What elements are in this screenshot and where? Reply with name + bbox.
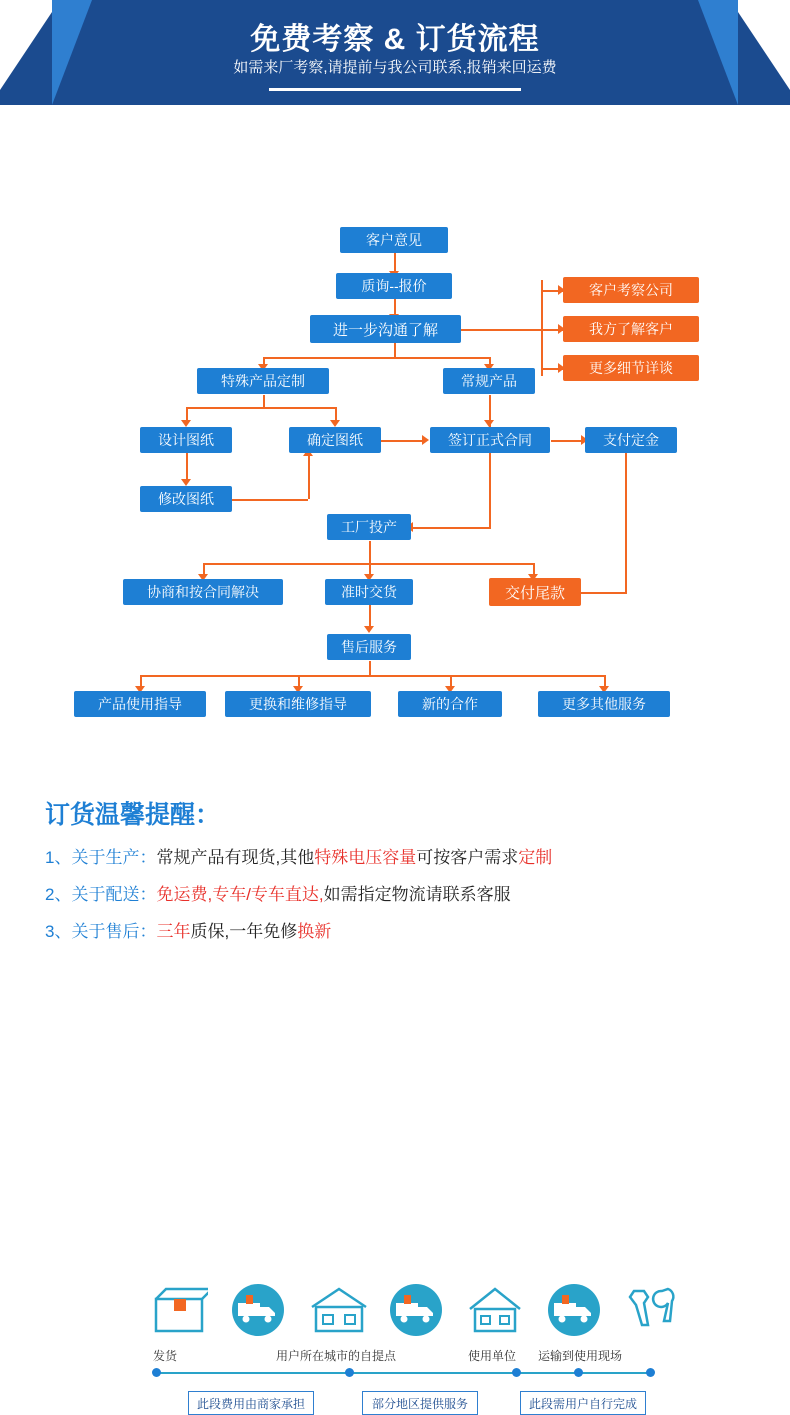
node-label: 我方了解客户 <box>589 321 673 337</box>
logistics-dot-3 <box>512 1368 521 1377</box>
note-highlight: 定制 <box>518 848 553 867</box>
flow-node-usage-guidance[interactable] <box>74 691 206 717</box>
node-label: 客户考察公司 <box>589 282 673 298</box>
flow-node-sign-contract[interactable] <box>430 427 550 453</box>
order-notes <box>0 795 790 942</box>
note-item-delivery <box>45 880 790 905</box>
node-label: 特殊产品定制 <box>221 373 305 389</box>
node-label: 支付定金 <box>603 432 659 448</box>
note-number: 2、 <box>45 885 72 904</box>
flow-node-inquiry-quote[interactable] <box>336 273 452 299</box>
note-text: 质保,一年免修 <box>190 922 298 941</box>
node-label: 更多其他服务 <box>562 696 646 712</box>
flow-node-revise-drawing[interactable] <box>140 486 232 512</box>
flow-node-pay-deposit[interactable] <box>585 427 677 453</box>
logistics-dot-5 <box>646 1368 655 1377</box>
flow-node-after-sales[interactable] <box>327 634 411 660</box>
note-number: 1、 <box>45 848 72 867</box>
node-label: 工厂投产 <box>341 519 397 535</box>
node-label: 签订正式合同 <box>448 432 532 448</box>
note-highlight: 换新 <box>297 922 332 941</box>
note-text: 常规产品有现货,其他 <box>156 848 315 867</box>
node-label: 产品使用指导 <box>98 696 182 712</box>
node-label: 交付尾款 <box>504 584 565 602</box>
node-label: 更多细节详谈 <box>589 360 673 376</box>
flow-node-negotiate-contract[interactable] <box>123 579 283 605</box>
flow-node-final-payment[interactable] <box>489 578 581 606</box>
order-flowchart <box>0 105 790 712</box>
logistics-dot-1 <box>152 1368 161 1377</box>
logistics-tag-regional-service: 部分地区提供服务 <box>362 1391 478 1415</box>
flow-node-new-cooperation[interactable] <box>398 691 502 717</box>
truck-icon <box>228 1283 288 1337</box>
truck-icon <box>386 1283 446 1337</box>
logistics-caption-pickup-point: 用户所在城市的自提点 <box>276 1349 397 1363</box>
node-label: 修改图纸 <box>158 491 214 507</box>
logistics-caption-transport-to-site: 运输到使用现场 <box>538 1349 623 1363</box>
page-title: 免费考察 & 订货流程 <box>250 23 540 56</box>
flow-node-detail-discussion[interactable] <box>563 355 699 381</box>
node-label: 确定图纸 <box>307 432 363 448</box>
logistics-tag-user-self: 此段需用户自行完成 <box>520 1391 646 1415</box>
flow-node-factory-production[interactable] <box>327 514 411 540</box>
flow-node-standard-product[interactable] <box>443 368 535 394</box>
note-lead: 关于生产： <box>71 848 157 867</box>
page-header <box>0 0 790 105</box>
note-lead: 关于售后： <box>71 922 157 941</box>
node-label: 客户意见 <box>366 232 422 248</box>
flow-node-understand-customer[interactable] <box>563 316 699 342</box>
flow-node-further-communication[interactable] <box>310 315 461 343</box>
house-icon <box>466 1285 524 1335</box>
flow-node-custom-product[interactable] <box>197 368 329 394</box>
logistics-dot-4 <box>574 1368 583 1377</box>
flow-node-on-time-delivery[interactable] <box>325 579 413 605</box>
node-label: 设计图纸 <box>158 432 214 448</box>
note-text: 如需指定物流请联系客服 <box>323 885 511 904</box>
page-subtitle: 如需来厂考察,请提前与我公司联系,报销来回运费 <box>233 59 557 76</box>
flow-node-confirm-drawing[interactable] <box>289 427 381 453</box>
node-label: 更换和维修指导 <box>249 696 347 712</box>
node-label: 协商和按合同解决 <box>147 584 259 600</box>
logistics-dot-2 <box>345 1368 354 1377</box>
flow-node-other-services[interactable] <box>538 691 670 717</box>
logistics-caption-shipment: 发货 <box>153 1349 178 1363</box>
logistics-caption-using-unit: 使用单位 <box>468 1349 517 1363</box>
wrench-icon <box>622 1285 678 1335</box>
header-divider <box>269 88 521 91</box>
notes-title: 订货温馨提醒： <box>45 801 221 829</box>
note-lead: 关于配送： <box>71 885 157 904</box>
flow-node-customer-visit[interactable] <box>563 277 699 303</box>
note-item-after-sales <box>45 917 790 942</box>
node-label: 进一步沟通了解 <box>332 321 438 339</box>
flow-node-design-drawing[interactable] <box>140 427 232 453</box>
box-icon <box>150 1285 208 1335</box>
note-text: 可按客户需求 <box>416 848 519 867</box>
node-label: 常规产品 <box>461 373 517 389</box>
note-highlight: 免运费,专车/专车直达, <box>156 885 324 904</box>
node-label: 售后服务 <box>341 639 397 655</box>
logistics-tag-merchant-cost: 此段费用由商家承担 <box>188 1391 314 1415</box>
flow-node-replacement-repair[interactable] <box>225 691 371 717</box>
node-label: 新的合作 <box>422 696 478 712</box>
note-number: 3、 <box>45 922 72 941</box>
truck-icon <box>544 1283 604 1337</box>
flow-node-customer-opinion[interactable] <box>340 227 448 253</box>
node-label: 质询--报价 <box>361 278 427 294</box>
note-highlight: 三年 <box>156 922 191 941</box>
note-item-production <box>45 843 790 868</box>
warehouse-icon <box>308 1285 370 1335</box>
note-highlight: 特殊电压容量 <box>314 848 417 867</box>
node-label: 准时交货 <box>341 584 397 600</box>
